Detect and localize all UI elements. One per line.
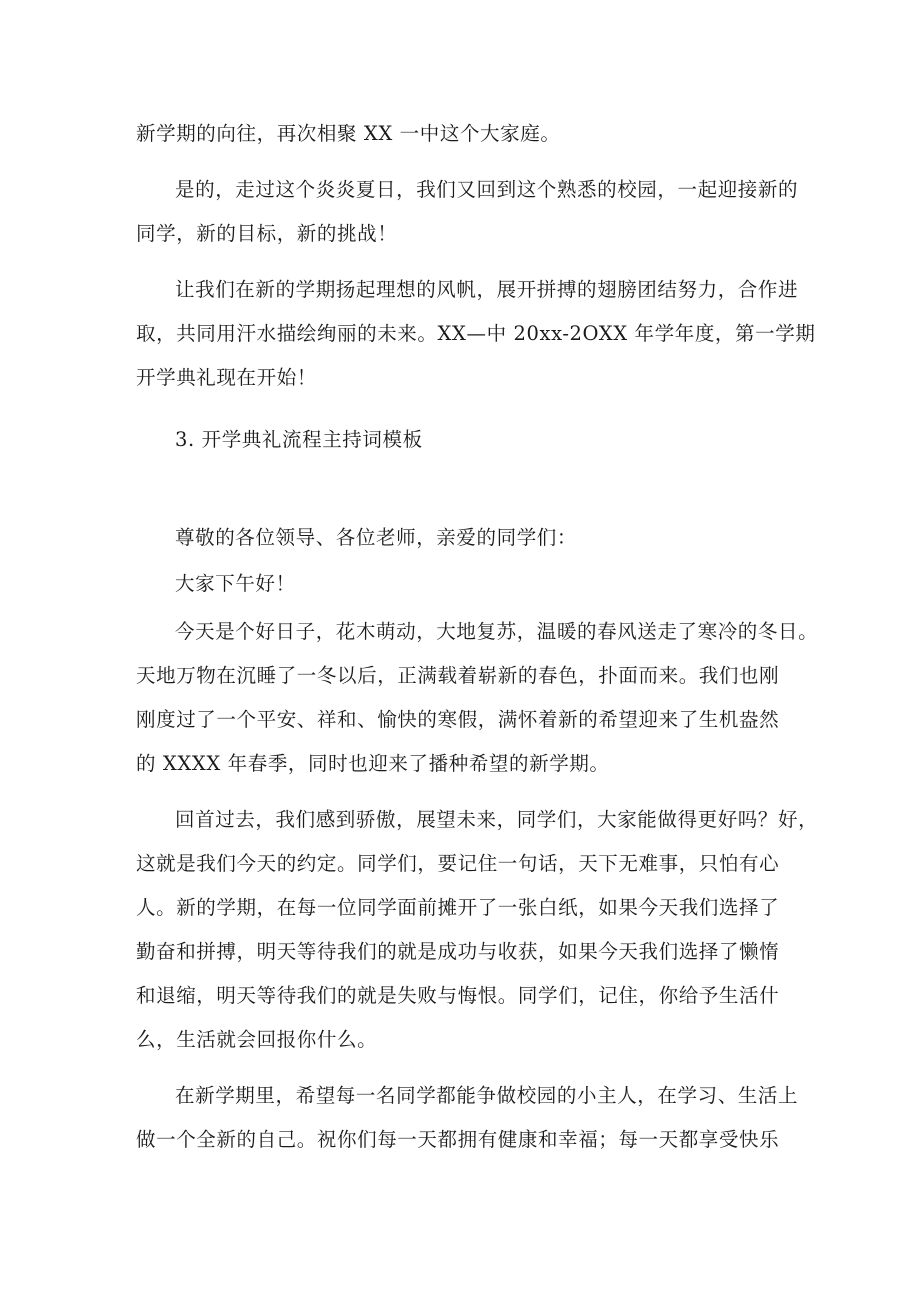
text-line: 同学，新的目标，新的挑战！ <box>136 222 398 245</box>
text-line: 开学典礼现在开始！ <box>136 366 317 389</box>
section-heading: 3. 开学典礼流程主持词模板 <box>175 428 423 451</box>
text-line: 么，生活就会回报你什么。 <box>136 1028 378 1051</box>
text-line: 取，共同用汗水描绘绚丽的未来。XX—中 20xx-2OXX 年学年度，第一学期 <box>136 322 816 345</box>
paragraph-new-semester <box>136 1074 799 1162</box>
greeting-line: 尊敬的各位领导、各位老师，亲爱的同学们： <box>175 526 578 549</box>
text-line: 天地万物在沉睡了一冬以后，正满载着崭新的春色，扑面而来。我们也刚 <box>136 664 780 687</box>
text-line: 是的，走过这个炎炎夏日，我们又回到这个熟悉的校园，一起迎接新的 <box>175 178 799 201</box>
paragraph-continuation <box>136 112 786 156</box>
text-line: 回首过去，我们感到骄傲，展望未来，同学们，大家能做得更好吗？好， <box>175 808 819 831</box>
text-line: 人。新的学期，在每一位同学面前摊开了一张白纸，如果今天我们选择了 <box>136 896 780 919</box>
hello-line: 大家下午好！ <box>175 572 296 595</box>
text-line: 刚度过了一个平安、祥和、愉快的寒假，满怀着新的希望迎来了生机盎然 <box>136 708 780 731</box>
text-line: 的 XXXX 年春季，同时也迎来了播种希望的新学期。 <box>136 752 610 775</box>
text-line: 新学期的向往，再次相聚 XX 一中这个大家庭。 <box>136 122 561 145</box>
paragraph-opening-ceremony-start <box>136 268 816 400</box>
text-line: 勤奋和拼搏，明天等待我们的就是成功与收获，如果今天我们选择了懒惰 <box>136 940 780 963</box>
text-line: 做一个全新的自己。祝你们每一天都拥有健康和幸福；每一天都享受快乐 <box>136 1128 780 1151</box>
text-line: 让我们在新的学期扬起理想的风帆，展开拼搏的翅膀团结努力，合作进 <box>175 278 799 301</box>
paragraph-spring <box>136 610 819 786</box>
paragraph-looking-back <box>136 798 819 1062</box>
paragraph-summer-return <box>136 168 799 256</box>
text-line: 和退缩，明天等待我们的就是失败与悔恨。同学们，记住，你给予生活什 <box>136 984 780 1007</box>
blank-line <box>136 462 786 516</box>
text-line: 今天是个好日子，花木萌动，大地复苏，温暖的春风送走了寒冷的冬日。 <box>175 620 819 643</box>
text-line: 这就是我们今天的约定。同学们，要记住一句话，天下无难事，只怕有心 <box>136 852 780 875</box>
text-line: 在新学期里，希望每一名同学都能争做校园的小主人，在学习、生活上 <box>175 1084 799 1107</box>
document-body <box>136 112 819 1162</box>
